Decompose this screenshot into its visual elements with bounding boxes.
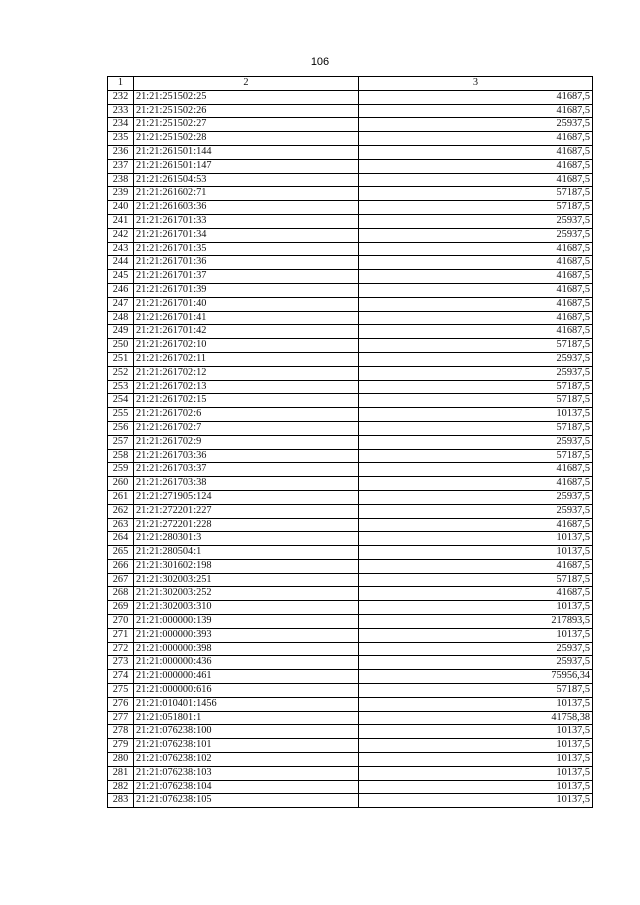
- value-cell: 41687,5: [359, 559, 593, 573]
- cadastral-number-cell: 21:21:261703:36: [134, 449, 359, 463]
- value-cell: 10137,5: [359, 628, 593, 642]
- row-number-cell: 264: [108, 532, 134, 546]
- value-cell: 41687,5: [359, 297, 593, 311]
- table-row: [108, 477, 593, 491]
- table-row: [108, 615, 593, 629]
- row-number-cell: 249: [108, 325, 134, 339]
- row-number-cell: 268: [108, 587, 134, 601]
- value-cell: 25937,5: [359, 214, 593, 228]
- cadastral-number-cell: 21:21:261702:15: [134, 394, 359, 408]
- table-row: [108, 214, 593, 228]
- value-cell: 10137,5: [359, 753, 593, 767]
- table-row: [108, 463, 593, 477]
- table-row: [108, 339, 593, 353]
- value-cell: 41687,5: [359, 311, 593, 325]
- table-row: [108, 656, 593, 670]
- table-row: [108, 90, 593, 104]
- row-number-cell: 261: [108, 490, 134, 504]
- value-cell: 25937,5: [359, 490, 593, 504]
- row-number-cell: 269: [108, 601, 134, 615]
- cadastral-number-cell: 21:21:261603:36: [134, 201, 359, 215]
- cadastral-number-cell: 21:21:076238:100: [134, 725, 359, 739]
- row-number-cell: 254: [108, 394, 134, 408]
- row-number-cell: 245: [108, 270, 134, 284]
- cadastral-number-cell: 21:21:010401:1456: [134, 697, 359, 711]
- cadastral-number-cell: 21:21:251502:26: [134, 104, 359, 118]
- cadastral-number-cell: 21:21:261701:39: [134, 283, 359, 297]
- row-number-cell: 248: [108, 311, 134, 325]
- cadastral-number-cell: 21:21:251502:28: [134, 132, 359, 146]
- table-row: [108, 794, 593, 808]
- cadastral-number-cell: 21:21:261703:38: [134, 477, 359, 491]
- row-number-cell: 256: [108, 421, 134, 435]
- table-row: [108, 449, 593, 463]
- row-number-cell: 272: [108, 642, 134, 656]
- value-cell: 41687,5: [359, 325, 593, 339]
- table-row: [108, 532, 593, 546]
- value-cell: 41687,5: [359, 159, 593, 173]
- table-row: [108, 518, 593, 532]
- row-number-cell: 247: [108, 297, 134, 311]
- cadastral-number-cell: 21:21:272201:227: [134, 504, 359, 518]
- table-row: [108, 145, 593, 159]
- cadastral-number-cell: 21:21:302003:252: [134, 587, 359, 601]
- cadastral-number-cell: 21:21:000000:398: [134, 642, 359, 656]
- cadastral-number-cell: 21:21:280301:3: [134, 532, 359, 546]
- table-row: [108, 270, 593, 284]
- cadastral-number-cell: 21:21:261702:9: [134, 435, 359, 449]
- table-row: [108, 421, 593, 435]
- table-row: [108, 780, 593, 794]
- value-cell: 57187,5: [359, 684, 593, 698]
- cadastral-number-cell: 21:21:261702:10: [134, 339, 359, 353]
- row-number-cell: 232: [108, 90, 134, 104]
- row-number-cell: 270: [108, 615, 134, 629]
- cadastral-number-cell: 21:21:261702:13: [134, 380, 359, 394]
- value-cell: 41687,5: [359, 145, 593, 159]
- header-col-1: 1: [108, 77, 134, 91]
- table-row: [108, 394, 593, 408]
- value-cell: 25937,5: [359, 352, 593, 366]
- page-number: 106: [310, 56, 330, 68]
- table-row: [108, 325, 593, 339]
- value-cell: 57187,5: [359, 339, 593, 353]
- table-row: [108, 642, 593, 656]
- cadastral-number-cell: 21:21:272201:228: [134, 518, 359, 532]
- cadastral-number-cell: 21:21:000000:436: [134, 656, 359, 670]
- row-number-cell: 234: [108, 118, 134, 132]
- table-row: [108, 435, 593, 449]
- row-number-cell: 241: [108, 214, 134, 228]
- value-cell: 10137,5: [359, 601, 593, 615]
- table-row: [108, 725, 593, 739]
- cadastral-number-cell: 21:21:076238:105: [134, 794, 359, 808]
- table-row: [108, 297, 593, 311]
- table-row: [108, 628, 593, 642]
- value-cell: 41687,5: [359, 173, 593, 187]
- table-row: [108, 559, 593, 573]
- cadastral-number-cell: 21:21:076238:103: [134, 766, 359, 780]
- table-row: [108, 201, 593, 215]
- row-number-cell: 235: [108, 132, 134, 146]
- value-cell: 41687,5: [359, 283, 593, 297]
- value-cell: 57187,5: [359, 449, 593, 463]
- cadastral-number-cell: 21:21:261701:33: [134, 214, 359, 228]
- cadastral-number-cell: 21:21:000000:616: [134, 684, 359, 698]
- value-cell: 75956,34: [359, 670, 593, 684]
- row-number-cell: 251: [108, 352, 134, 366]
- value-cell: 57187,5: [359, 187, 593, 201]
- value-cell: 25937,5: [359, 435, 593, 449]
- table-row: [108, 587, 593, 601]
- value-cell: 25937,5: [359, 656, 593, 670]
- cadastral-number-cell: 21:21:261703:37: [134, 463, 359, 477]
- row-number-cell: 280: [108, 753, 134, 767]
- row-number-cell: 276: [108, 697, 134, 711]
- cadastral-number-cell: 21:21:261701:41: [134, 311, 359, 325]
- table-row: [108, 601, 593, 615]
- value-cell: 10137,5: [359, 697, 593, 711]
- cadastral-number-cell: 21:21:261701:42: [134, 325, 359, 339]
- row-number-cell: 239: [108, 187, 134, 201]
- row-number-cell: 275: [108, 684, 134, 698]
- table-row: [108, 352, 593, 366]
- row-number-cell: 255: [108, 408, 134, 422]
- value-cell: 10137,5: [359, 532, 593, 546]
- row-number-cell: 240: [108, 201, 134, 215]
- row-number-cell: 273: [108, 656, 134, 670]
- cadastral-number-cell: 21:21:000000:393: [134, 628, 359, 642]
- value-cell: 10137,5: [359, 780, 593, 794]
- row-number-cell: 274: [108, 670, 134, 684]
- table-row: [108, 753, 593, 767]
- row-number-cell: 233: [108, 104, 134, 118]
- row-number-cell: 277: [108, 711, 134, 725]
- row-number-cell: 266: [108, 559, 134, 573]
- value-cell: 10137,5: [359, 725, 593, 739]
- table-row: [108, 739, 593, 753]
- cadastral-number-cell: 21:21:271905:124: [134, 490, 359, 504]
- row-number-cell: 271: [108, 628, 134, 642]
- row-number-cell: 263: [108, 518, 134, 532]
- table-row: [108, 670, 593, 684]
- value-cell: 41687,5: [359, 477, 593, 491]
- table-row: [108, 573, 593, 587]
- row-number-cell: 283: [108, 794, 134, 808]
- value-cell: 25937,5: [359, 642, 593, 656]
- row-number-cell: 242: [108, 228, 134, 242]
- cadastral-number-cell: 21:21:261702:6: [134, 408, 359, 422]
- row-number-cell: 260: [108, 477, 134, 491]
- row-number-cell: 238: [108, 173, 134, 187]
- value-cell: 41687,5: [359, 518, 593, 532]
- row-number-cell: 259: [108, 463, 134, 477]
- value-cell: 57187,5: [359, 421, 593, 435]
- value-cell: 41687,5: [359, 104, 593, 118]
- cadastral-number-cell: 21:21:302003:251: [134, 573, 359, 587]
- value-cell: 41687,5: [359, 132, 593, 146]
- table-row: [108, 256, 593, 270]
- table-row: [108, 104, 593, 118]
- cadastral-number-cell: 21:21:261702:7: [134, 421, 359, 435]
- value-cell: 25937,5: [359, 366, 593, 380]
- table-row: [108, 242, 593, 256]
- row-number-cell: 267: [108, 573, 134, 587]
- cadastral-number-cell: 21:21:261701:34: [134, 228, 359, 242]
- value-cell: 10137,5: [359, 794, 593, 808]
- cadastral-number-cell: 21:21:301602:198: [134, 559, 359, 573]
- cadastral-number-cell: 21:21:261602:71: [134, 187, 359, 201]
- table-row: [108, 490, 593, 504]
- table-row: [108, 283, 593, 297]
- row-number-cell: 258: [108, 449, 134, 463]
- value-cell: 25937,5: [359, 504, 593, 518]
- value-cell: 41687,5: [359, 587, 593, 601]
- table-row: [108, 546, 593, 560]
- row-number-cell: 252: [108, 366, 134, 380]
- value-cell: 10137,5: [359, 766, 593, 780]
- table-row: [108, 711, 593, 725]
- table-row: [108, 228, 593, 242]
- cadastral-number-cell: 21:21:261701:35: [134, 242, 359, 256]
- value-cell: 41758,38: [359, 711, 593, 725]
- row-number-cell: 246: [108, 283, 134, 297]
- value-cell: 217893,5: [359, 615, 593, 629]
- table-row: [108, 311, 593, 325]
- table-header-row: [108, 77, 593, 91]
- row-number-cell: 250: [108, 339, 134, 353]
- value-cell: 10137,5: [359, 546, 593, 560]
- cadastral-number-cell: 21:21:261501:144: [134, 145, 359, 159]
- value-cell: 41687,5: [359, 463, 593, 477]
- cadastral-number-cell: 21:21:261501:147: [134, 159, 359, 173]
- table-row: [108, 766, 593, 780]
- table-row: [108, 187, 593, 201]
- value-cell: 25937,5: [359, 228, 593, 242]
- value-cell: 57187,5: [359, 380, 593, 394]
- row-number-cell: 236: [108, 145, 134, 159]
- cadastral-number-cell: 21:21:076238:102: [134, 753, 359, 767]
- row-number-cell: 253: [108, 380, 134, 394]
- row-number-cell: 281: [108, 766, 134, 780]
- table-row: [108, 173, 593, 187]
- value-cell: 41687,5: [359, 270, 593, 284]
- row-number-cell: 237: [108, 159, 134, 173]
- value-cell: 10137,5: [359, 739, 593, 753]
- table-row: [108, 408, 593, 422]
- cadastral-number-cell: 21:21:302003:310: [134, 601, 359, 615]
- value-cell: 41687,5: [359, 256, 593, 270]
- row-number-cell: 257: [108, 435, 134, 449]
- header-col-2: 2: [134, 77, 359, 91]
- header-col-3: 3: [359, 77, 593, 91]
- table-row: [108, 366, 593, 380]
- cadastral-number-cell: 21:21:261504:53: [134, 173, 359, 187]
- cadastral-number-cell: 21:21:261701:37: [134, 270, 359, 284]
- cadastral-number-cell: 21:21:261702:12: [134, 366, 359, 380]
- data-table: [107, 76, 593, 808]
- cadastral-number-cell: 21:21:261701:40: [134, 297, 359, 311]
- row-number-cell: 278: [108, 725, 134, 739]
- value-cell: 25937,5: [359, 118, 593, 132]
- cadastral-number-cell: 21:21:251502:27: [134, 118, 359, 132]
- cadastral-number-cell: 21:21:000000:139: [134, 615, 359, 629]
- value-cell: 57187,5: [359, 201, 593, 215]
- row-number-cell: 265: [108, 546, 134, 560]
- value-cell: 57187,5: [359, 573, 593, 587]
- cadastral-number-cell: 21:21:000000:461: [134, 670, 359, 684]
- table-row: [108, 684, 593, 698]
- row-number-cell: 244: [108, 256, 134, 270]
- table-row: [108, 380, 593, 394]
- cadastral-number-cell: 21:21:280504:1: [134, 546, 359, 560]
- cadastral-number-cell: 21:21:076238:104: [134, 780, 359, 794]
- table-row: [108, 159, 593, 173]
- table-row: [108, 132, 593, 146]
- table-row: [108, 697, 593, 711]
- row-number-cell: 243: [108, 242, 134, 256]
- cadastral-number-cell: 21:21:051801:1: [134, 711, 359, 725]
- table-row: [108, 118, 593, 132]
- cadastral-number-cell: 21:21:076238:101: [134, 739, 359, 753]
- value-cell: 57187,5: [359, 394, 593, 408]
- table-row: [108, 504, 593, 518]
- row-number-cell: 282: [108, 780, 134, 794]
- row-number-cell: 262: [108, 504, 134, 518]
- value-cell: 10137,5: [359, 408, 593, 422]
- row-number-cell: 279: [108, 739, 134, 753]
- cadastral-number-cell: 21:21:251502:25: [134, 90, 359, 104]
- cadastral-number-cell: 21:21:261702:11: [134, 352, 359, 366]
- value-cell: 41687,5: [359, 242, 593, 256]
- cadastral-number-cell: 21:21:261701:36: [134, 256, 359, 270]
- table-body: [108, 77, 593, 808]
- value-cell: 41687,5: [359, 90, 593, 104]
